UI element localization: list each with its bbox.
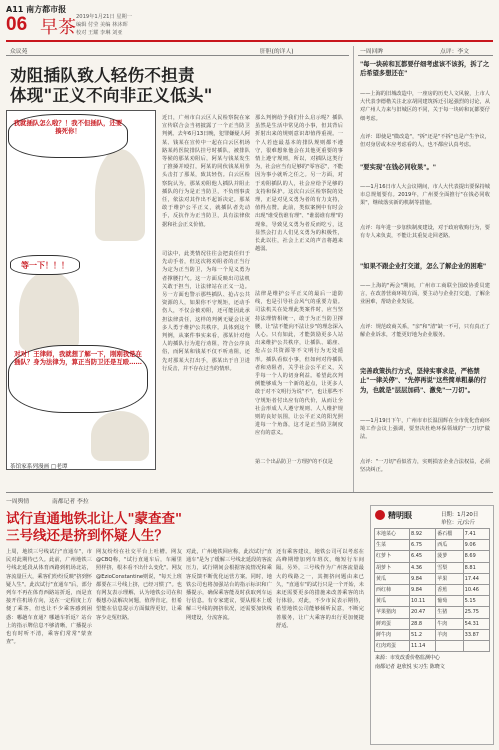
newspaper-logo: A11 南方都市报 [6,5,67,14]
side-item-2-title: "要实现"在钱必同收果"。" [360,164,437,171]
header-rule [6,40,493,42]
main-top-rule [6,55,349,56]
side-head-right: 点评：李文 [440,49,469,55]
market-item-price: 10.46 [463,584,489,595]
side-item-3-body: ——上海的"两会"期间，广州市工商联全国政协委员建言，在改善营商环境方面，要主动与企业打交道，了解企业困难，帮助企业发展。 [360,283,490,306]
market-table [374,528,490,652]
market-date: 日期：1月20日 [441,512,479,518]
market-item-price: 6.75 [409,540,435,551]
comic-strip [6,110,156,470]
market-author: 南都记者 赵欣悦 实习生 陈晓文 [375,664,445,670]
market-item-name: 黄瓜 [375,573,410,584]
market-item-price: 7.41 [463,529,489,540]
market-item-name: 羊肉 [436,629,463,640]
market-row [375,529,490,540]
market-row [375,618,490,629]
market-item-name: 香蕉 [436,584,463,595]
market-item-name: 胡萝卜 [375,562,410,573]
market-item-price: 25.75 [463,607,489,618]
market-item-price [463,640,489,651]
bottom-head-right: 南都记者 李拉 [52,499,89,505]
main-body-tail: 第二个出品防卫一方理护的不仅是 [255,459,333,465]
section-title: 早茶 [40,17,76,38]
main-column-head-left: 众议苑 [10,49,28,55]
bottom-subheadline: 三号线还是挤到怀疑人生？ [6,528,168,544]
market-item-name: 菠萝 [436,551,463,562]
market-item-name [436,640,463,651]
market-item-price: 33.87 [463,629,489,640]
market-item-name: 葡萄 [436,596,463,607]
column-divider [353,46,354,492]
bottom-headline: 试行直通地铁北让人"蒙查查" [6,511,183,527]
market-item-price: 20.47 [409,607,435,618]
side-item-3-comment: 点评：规范政商关系，"亲"和"清"缺一不可，只有真正了解企业诉求，才能更好地为企业服务。 [360,324,490,339]
side-item-1-comment: 点评：即使是"微改造"，"拆"还是"不拆"也是产生争议，但对身居或本应考虑看的人，也不都应认真考虑。 [360,134,490,149]
market-item-name: 苹果猪肉 [375,607,410,618]
market-row [375,629,490,640]
side-item-4-title: 完善政策执行方式，坚持实事求是，严格禁止"一律关停"、"先停再说"这些简单粗暴的行为，也就是"层层加码"、激免"一刀切"。 [360,368,487,394]
bottom-top-rule [6,492,493,493]
comic-credit: 茶馆家系列漫画 □老谭 [10,464,68,470]
comic-bubble-3: 对对！王律师，我就想了解一下，刚刚我是在插队？身为法律为，算正当防卫还是互殴…… [8,345,148,413]
market-item-name: 番石榴 [436,529,463,540]
main-column-head-right: 肝胆(的详人) [260,49,294,55]
market-box [370,505,494,745]
market-unit: 单位：元/公斤 [441,520,476,526]
side-head-left: 一周回眸 [360,49,384,55]
market-item-price: 5.15 [463,596,489,607]
market-item-name: 西红柿 [375,584,410,595]
main-subheadline: 体现"正义不向非正义低头" [10,86,213,105]
date-line: 2019年1月21日 星期一 [76,14,132,20]
main-body-col-2: 司法中，此类情况往往会把责任归于先动手者，但这次将劝阻者的正当行为定为正当防卫，为每一个见义勇为者撑腰打气。这一方面反映出司法机关敢于担当，让法律站在正义一边。另一方面也警示那些插队、抢占公共资源的人，如果你不守规矩，还动手伤人，不仅会被劝阻，还可能因此承担法律责任，这样的判例无疑会让更多人勇于维护公共秩序。具体到这个判例，从案件事实来看，那某针对他人的插队行为进行劝阻，符合公序良俗，而阿某和钱某不仅不听劝阻，还先对那某大打出手，那某出于自卫进行反击，并不存在过当的情形。 [162,251,250,372]
market-item-price: 10.11 [409,596,435,607]
market-row [375,596,490,607]
comic-figure-pointing [19,271,79,351]
market-item-price: 8.69 [463,551,489,562]
market-item-price: 4.36 [409,562,435,573]
market-item-price: 11.14 [409,640,435,651]
market-row [375,540,490,551]
bottom-body-col-3: 对此，广州地铁回应称，此次试行"直通车"是为了缓解三号线北延段的客流压力，试行期间会根据客流情况和乘客反馈不断优化运营方案。同时，地铁公司也将加强站台的指示标识和广播提示，确保乘客能及时获取列车运行信息。有专家建议，要从根本上缓解三号线的拥挤状况，还需要加快线网建设，分流客流。 [186,549,272,621]
bottom-body-col-4: 还有乘客建议，地铁公司可以考虑在高峰期增加列车班次，缩短行车间隔。另外，三号线作为广州客流量最大的线路之一，其拥挤问题由来已久，"直通车"的试行只是一个开始，未来还需要更多的措施来改善乘客的出行体验。对此，不少市民表示期待，希望地铁公司能够倾听民意，不断完善服务，让广大乘客的出行更加便捷舒适。 [276,549,364,629]
editor-line: 编辑 付莹 美编 林沐晖 [76,22,128,28]
market-item-price: 6.45 [409,551,435,562]
side-item-4-comment: 点评："一刀切"看似省力，实则损害企业合法权益，必须坚决纠正。 [360,459,490,474]
side-item-4-body: ——1月19日下午，广州市市长温国辉在全市优化营商环境工作会议上强调，要坚决杜绝环保领域的"一刀切"做法。 [360,418,490,441]
market-row [375,607,490,618]
market-item-name: 生猪 [436,607,463,618]
market-item-name: 黄瓜 [375,596,410,607]
main-body-col-1: 近日，广州市白云区人民检察院在家宣传联合会当初披露了一个正当防卫判例。去年6月13日晚，犯罪嫌疑人阿某、钱某在宣传中一起在白云区机场路某药医院排队挂号时插队，被排队等候的那某劝阻后，阿某与钱某发生了推搡并殴打，阿某的同伙钱某用拳头击打了那某，致其轻伤。白云区检察院认为，那某劝阻他人插队并阻止插队的行为是正当防卫，不负刑事责任，依法对其作出不起诉决定。那某敢于维护公平正义，就插队者先动手，反抗作为正当防卫，具有法律依据和社会正义价值。 [162,115,250,228]
side-item-1-title: "每一块砖和瓦都要仔细考虑该不该拆，拆了之后希望多想还在" [360,61,490,78]
proof-line: 校对 王耀 李琳 刘亚 [76,30,123,36]
market-item-name: 生菜 [375,540,410,551]
market-item-price: 28.8 [409,618,435,629]
market-row [375,584,490,595]
market-title: 精明眼 [388,511,412,520]
market-item-name: 雪梨 [436,562,463,573]
market-item-price: 9.84 [409,573,435,584]
market-table-wrap [374,528,490,652]
side-item-3-title: "如果不跟企业打交道，怎么了解企业的困难" [360,263,487,270]
comic-figure-angry [95,149,145,241]
main-body-col-4: 法律是维护公平正义的最后一道防线，也是引导社会风气的重要力量。司法机关在处理此类案件时，应当坚持法理情相统一，敢于为正当防卫撑腰，让"法不能向不法让步"的理念深入人心。只有如此，才能鼓励更多人站出来维护公共秩序，让插队、霸座、抢占公共资源等不文明行为无处遁形。插队看似小事，但如何对待插队者和劝阻者，关乎社会公平正义，关乎每一个人的切身利益。希望此次判例能够成为一个新的起点，让更多人敢于对不文明行为说"不"，也让那些不守规矩者付出应有的代价，从而让全社会形成人人遵守规则、人人维护规则的良好氛围，让公平正义的阳光照进每一个角落，这才是正当防卫制度应有的意义。 [255,291,343,437]
market-row [375,551,490,562]
market-item-name: 牛肉 [436,618,463,629]
market-item-name: 红萝卜 [375,551,410,562]
market-item-name: 苹果 [436,573,463,584]
market-item-price: 9.84 [409,584,435,595]
market-item-price: 8.81 [463,562,489,573]
side-item-1-body: ——上海的旧城改造中，一座房的历史人文风貌，上市人大代表李德楷关注北京胡同建筑拆迁引起强烈的讨论，从对广州人力来与旧城区的不同，关于每一块砖和瓦都要仔细考虑。 [360,91,490,122]
market-item-name: 红肉鸡蛋 [375,640,410,651]
market-item-name: 鲜牛肉 [375,629,410,640]
bottom-body-col-1: 上周，地铁三号线试行"直通车"，市民对此期待已久。此前，广州地铁三号线北延段从体育西路到机场北站，客流量巨大，乘客们纷纷反映"挤到怀疑人生"。此次试行"直通车"后，部分列车不再在体育西路站折返，而是直接开往机场方向，这在一定程度上方便了乘客，但也让不少乘客感到困惑：哪趟车直通？哪趟车折返？站台上的指示牌信息不够清晰，广播提示也有时听不清，乘客们常常"蒙查查"。 [6,549,92,646]
market-item-name: 鲜鸡蛋 [375,618,410,629]
comic-bubble-1: 我就插队怎么啦？！我不但插队，还要揍死你！ [8,114,128,158]
market-row [375,640,490,651]
comic-figure-lawyer [91,411,149,461]
main-body-col-3: 那么判例给予我们什么启示呢？插队虽然是生活中常见的小事，但其背后折射出来的规则意识却值得重视。一个人若连最基本的排队规则都不遵守，很难想象他会在其他更重要的事情上遵守规则，所以，对插队这类行为，社会应当有足够的"零容忍"，不能因为事小就听之任之。另一方面，对于劝阻插队的人，社会应给予足够的支持和保护。这次白云区检察院的处理，正是对见义勇为者的有力支持，值得点赞。此前，类似案例中有时会出现"谁受伤谁有理"、"谁弱谁有理"的现象，导致见义勇为者反而吃亏，这显然会打击人们见义勇为的积极性，长此以往，社会上正义的声音将越来越弱。 [255,115,343,253]
market-row [375,562,490,573]
page-number: 06 [6,14,28,35]
bottom-body-col-2: 网友纷纷在社交平台上吐槽。网友@CBQ称，"试行直通车后，车厢里照样挤，根本看不出什么变化"。网友@EzioConstantine则说，"每天上班都要在三号线上挤，已经习惯了"。也有网友表示理解，认为地铁公司在积极想办法解决问题，值得肯定，但希望能在信息提示方面做得更好，让乘客少走冤枉路。 [96,549,182,621]
market-item-price: 8.92 [409,529,435,540]
comic-bubble-2: 等一下！！！ [10,255,80,275]
side-top-rule [358,55,493,56]
market-badge-icon [375,510,385,520]
bottom-head-left: 一周舆情 [6,499,30,505]
market-source: 来源：市发改委价格监测中心 [375,655,441,661]
market-item-name: 西瓜 [436,540,463,551]
market-row [375,573,490,584]
market-item-name: 本地菜心 [375,529,410,540]
market-item-price: 9.06 [463,540,489,551]
side-item-2-comment: 点评：每年进一步加快制度建设，对于政府收购行为，要有专人来负责，不能让其重复走回老路。 [360,225,490,240]
side-item-2-body: ——1月16日市人大会议期间，市人大代表提出要保持城市总规划要有。2019年，广州要全面推行"在钱必同收果"，继续落实新的机制等措施。 [360,184,490,207]
market-item-price: 54.31 [463,618,489,629]
market-item-price: 17.44 [463,573,489,584]
market-item-price: 51.2 [409,629,435,640]
main-headline: 劝阻插队致人轻伤不担责 [10,66,195,85]
